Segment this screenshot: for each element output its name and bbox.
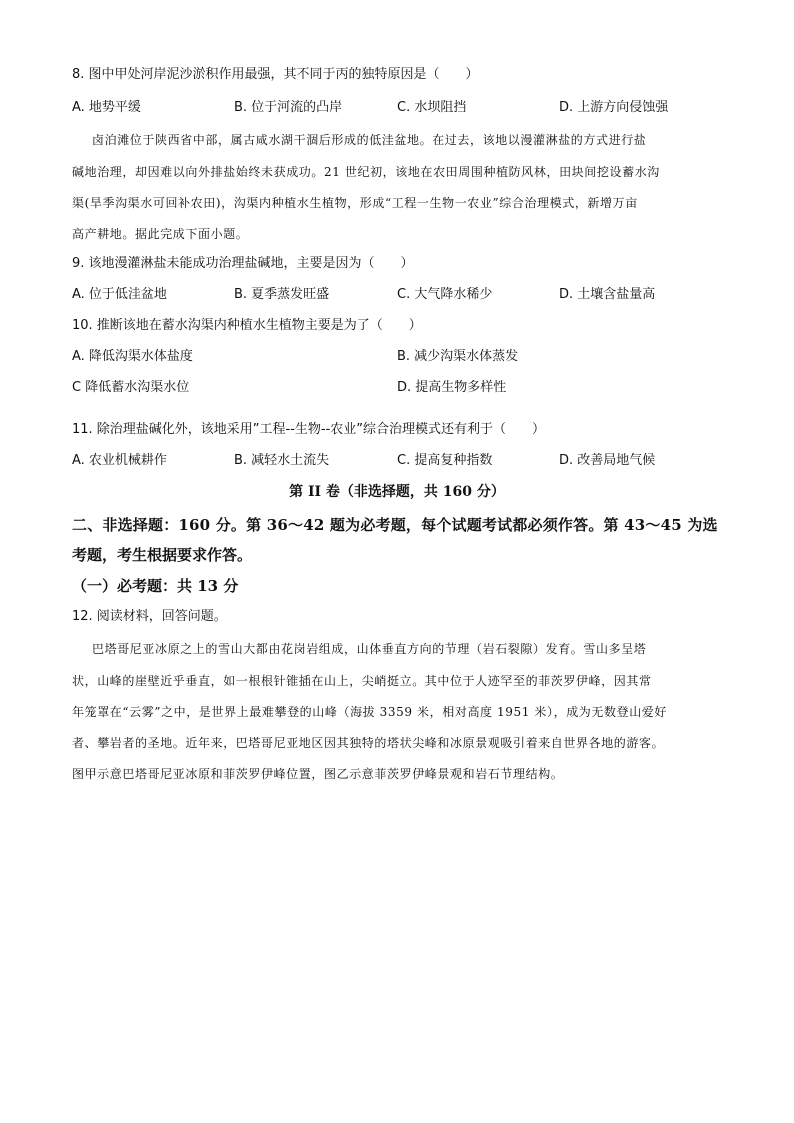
question-8-stem: 8. 图中甲处河岸泥沙淤积作用最强，其不同于丙的独特原因是（ ） — [72, 67, 479, 82]
q10-option-d: D. 提高生物多样性 — [397, 380, 507, 395]
required-section-heading: （一）必考题：共 13 分 — [72, 577, 239, 595]
q9-option-c: C. 大气降水稀少 — [397, 287, 493, 302]
q10-option-c: C 降低蓄水沟渠水位 — [72, 380, 190, 395]
material-1-line-4: 高产耕地。据此完成下面小题。 — [72, 227, 249, 241]
question-12-material-line-5: 图甲示意巴塔哥尼亚冰原和菲茨罗伊峰位置，图乙示意菲茨罗伊峰景观和岩石节理结构。 — [72, 767, 564, 781]
q11-option-a: A. 农业机械耕作 — [72, 453, 167, 468]
q11-option-d: D. 改善局地气候 — [559, 453, 656, 468]
question-12-material-line-4: 者、攀岩者的圣地。近年来，巴塔哥尼亚地区因其独特的塔状尖峰和冰原景观吸引着来自世界各地的游客。 — [72, 736, 665, 750]
q10-option-b: B. 减少沟渠水体蒸发 — [397, 349, 519, 364]
question-11-stem: 11. 除治理盐碱化外，该地采用”工程--生物--农业”综合治理模式还有利于（ ） — [72, 422, 546, 437]
material-1-line-1: 卤泊滩位于陕西省中部，属古咸水湖干涸后形成的低洼盆地。在过去，该地以漫灌淋盐的方式进行盐 — [92, 133, 647, 147]
q8-option-d: D. 上游方向侵蚀强 — [559, 100, 669, 115]
q9-option-a: A. 位于低洼盆地 — [72, 287, 167, 302]
q9-option-d: D. 土壤含盐量高 — [559, 287, 656, 302]
question-12-material-line-3: 年笼罩在“云雾”之中，是世界上最难攀登的山峰（海拔 3359 米，相对高度 1951 米），成为无数登山爱好 — [72, 705, 668, 719]
material-1-line-2: 碱地治理，却因难以向外排盐始终未获成功。21 世纪初，该地在农田周围种植防风林，田块间挖设蓄水沟 — [72, 165, 660, 179]
question-12-stem: 12. 阅读材料，回答问题。 — [72, 609, 227, 624]
question-12-material-line-2: 状，山峰的崖壁近乎垂直，如一根根针锥插在山上，尖峭挺立。其中位于人迹罕至的菲茨罗伊峰，因其常 — [72, 674, 652, 688]
q8-option-b: B. 位于河流的凸岸 — [234, 100, 343, 115]
question-10-stem: 10. 推断该地在蓄水沟渠内种植水生植物主要是为了（ ） — [72, 318, 422, 333]
q9-option-b: B. 夏季蒸发旺盛 — [234, 287, 330, 302]
question-12-material-line-1: 巴塔哥尼亚冰原之上的雪山大都由花岗岩组成，山体垂直方向的节理（岩石裂隙）发育。雪山多呈塔 — [92, 642, 647, 656]
material-1-line-3: 渠(旱季沟渠水可回补农田)，沟渠内种植水生植物，形成“工程一生物一农业”综合治理模式，新增万亩 — [72, 196, 638, 210]
q11-option-b: B. 减轻水土流失 — [234, 453, 330, 468]
part-2-instructions-line-1: 二、非选择题：160 分。第 36～42 题为必考题，每个试题考试都必须作答。第 43～45 为选 — [72, 516, 718, 534]
q8-option-a: A. 地势平缓 — [72, 100, 141, 115]
question-9-stem: 9. 该地漫灌淋盐未能成功治理盐碱地，主要是因为（ ） — [72, 256, 414, 271]
q8-option-c: C. 水坝阻挡 — [397, 100, 467, 115]
q11-option-c: C. 提高复种指数 — [397, 453, 493, 468]
q10-option-a: A. 降低沟渠水体盐度 — [72, 349, 193, 364]
part-2-title: 第 II 卷（非选择题，共 160 分） — [289, 484, 505, 500]
part-2-instructions-line-2: 考题，考生根据要求作答。 — [72, 546, 253, 564]
